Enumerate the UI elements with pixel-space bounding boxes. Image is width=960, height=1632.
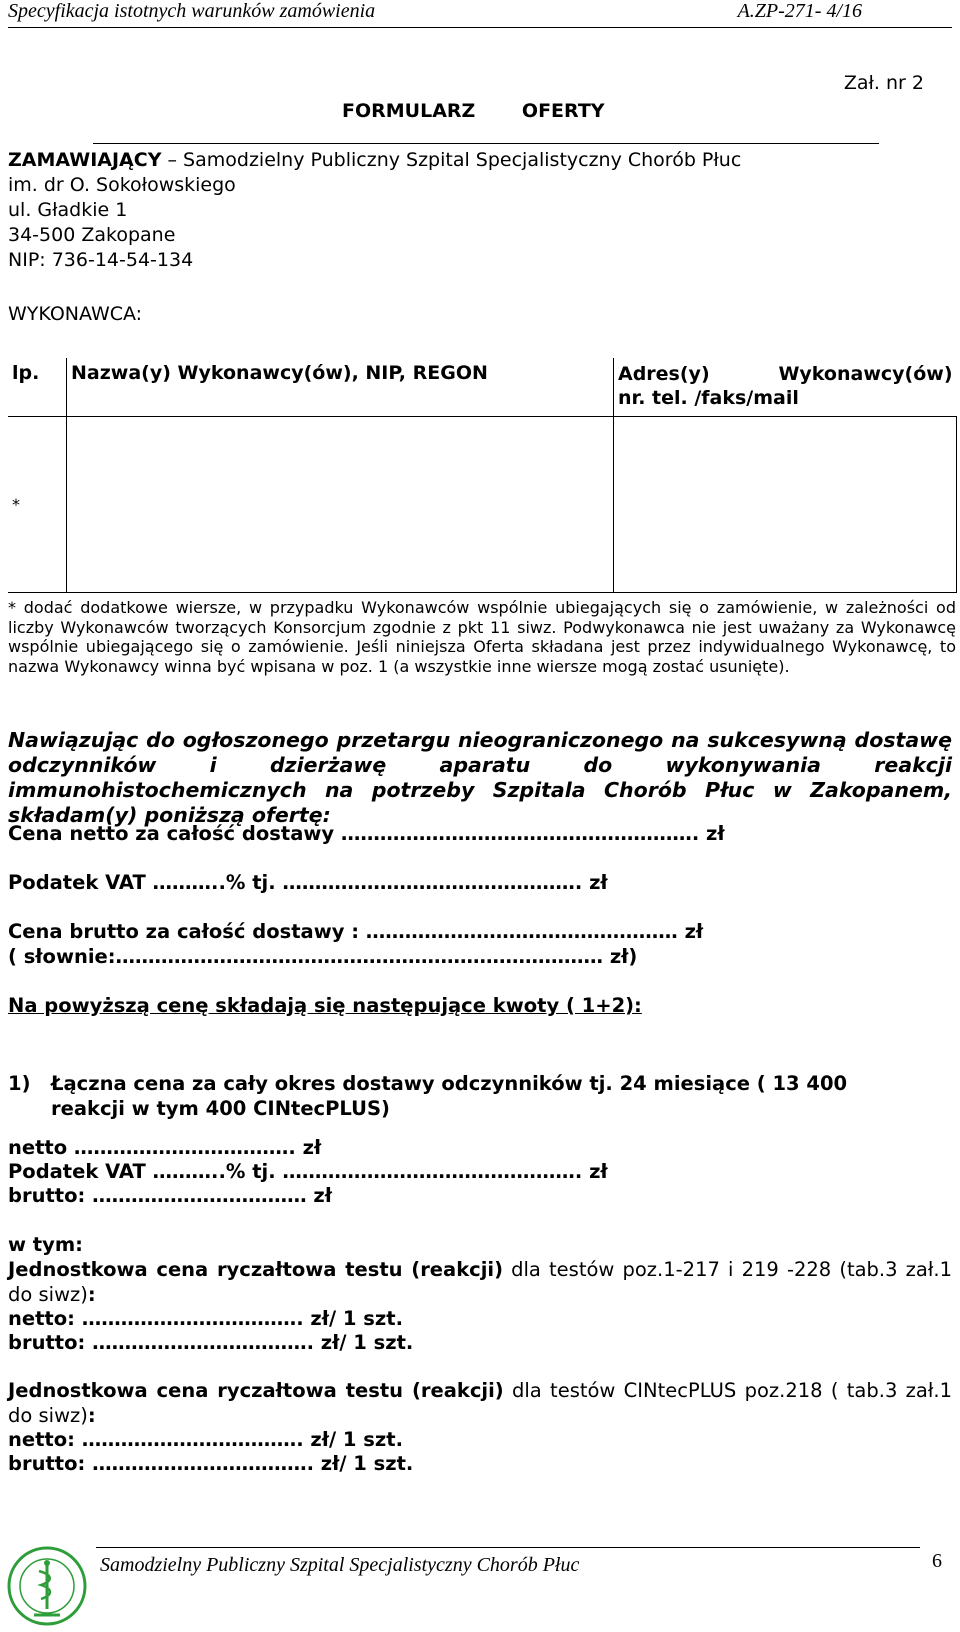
column-address-line2: nr. tel. /faks/mail (618, 387, 799, 409)
price-in-words: ( słownie:………………………………………………………………… zł) (8, 945, 638, 968)
footer-divider (96, 1547, 920, 1548)
buyer-street: ul. Gładkie 1 (8, 199, 128, 221)
column-address-word1: Adres(y) (618, 363, 710, 385)
contractor-table-header (8, 358, 957, 417)
buyer-name-line1: Samodzielny Publiczny Szpital Specjalistyczny Chorób Płuc (183, 149, 742, 171)
table-row (8, 417, 957, 593)
list-item (8, 1071, 908, 1121)
item1-number: 1) (8, 1072, 31, 1095)
unit2-desc: dla testów CINtecPLUS poz.218 ( tab.3 zał.1 do siwz) (8, 1379, 953, 1427)
unit-price-block-1 (8, 1258, 952, 1307)
buyer-city: 34-500 Zakopane (8, 224, 176, 246)
column-address-word2: Wykonawcy(ów) (778, 363, 953, 385)
header-document-title: Specyfikacja istotnych warunków zamówienia (8, 0, 376, 22)
unit2-net: netto: ……………………………. zł/ 1 szt. (8, 1428, 403, 1451)
unit1-colon: : (87, 1282, 96, 1306)
unit-price-block-2 (8, 1379, 952, 1428)
unit1-gross: brutto: ……………………………. zł/ 1 szt. (8, 1331, 414, 1354)
item1-vat: Podatek VAT ………..% tj. ………………………………………. zł (8, 1160, 608, 1183)
form-title: FORMULARZ OFERTY (342, 100, 605, 122)
title-underline (93, 143, 879, 144)
price-gross-total: Cena brutto za całość dostawy : ………………………………………… zł (8, 920, 704, 943)
contractor-address-cell[interactable] (614, 417, 957, 593)
row-marker: * (8, 417, 67, 593)
footer-institution: Samodzielny Publiczny Szpital Specjalistyczny Chorób Płuc (100, 1554, 580, 1576)
unit2-label: Jednostkowa cena ryczałtowa testu (reakcji) (8, 1379, 504, 1402)
item1-text: Łączna cena za cały okres dostawy odczynników tj. 24 miesiące ( 13 400 reakcji w tym 400 CINtecPLUS) (51, 1072, 848, 1120)
attachment-label: Zał. nr 2 (843, 72, 924, 94)
column-contractor-name: Nazwa(y) Wykonawcy(ów), NIP, REGON (67, 358, 614, 417)
header-divider (8, 27, 952, 28)
unit2-colon: : (87, 1403, 96, 1427)
buyer-line-1 (8, 148, 741, 173)
item1-net: netto ……………………………. zł (8, 1136, 322, 1159)
buyer-block (8, 148, 741, 273)
header-reference-number: A.ZP-271- 4/16 (737, 0, 862, 22)
column-lp: lp. (8, 358, 67, 417)
price-vat: Podatek VAT ………..% tj. ………………………………………. zł (8, 871, 608, 894)
unit1-desc: dla testów poz.1-217 i 219 -228 (tab.3 zał.1 do siwz) (8, 1258, 952, 1306)
logo-graphic (6, 1545, 88, 1627)
unit2-gross: brutto: ……………………………. zł/ 1 szt. (8, 1452, 414, 1475)
contractor-label: WYKONAWCA: (8, 303, 143, 325)
offer-intro: Nawiązując do ogłoszonego przetargu nieograniczonego na sukcesywną dostawę odczynników i dzierżawę aparatu do wykonywania reakcji immunohistochemicznych na potrzeby Szpitala Chorób Płuc w Zakopanem, składam(y) poniższą ofertę: (8, 728, 952, 827)
contractor-table (8, 358, 957, 593)
footnote: * dodać dodatkowe wiersze, w przypadku Wykonawców wspólnie ubiegających się o zamówienie, w zależności od liczby Wykonawców tworzących Konsorcjum zgodnie z pkt 11 siwz. Podwykonawca nie jest uważany za Wykonawcę wspólnie ubiegającego się o zamówienie. Jeśli niniejsza Oferta składana jest przez indywidualnego Wykonawcę, to nazwa Wykonawcy winna być wpisana w poz. 1 (a wszystkie inne wiersze mogą zostać usunięte). (8, 598, 956, 676)
unit1-net: netto: ……………………………. zł/ 1 szt. (8, 1307, 403, 1330)
page-header (6, 0, 960, 26)
item1-gross: brutto: …………………………… zł (8, 1184, 332, 1207)
buyer-dash: – (161, 149, 184, 171)
buyer-name-line2: im. dr O. Sokołowskiego (8, 174, 236, 196)
buyer-nip: NIP: 736-14-54-134 (8, 249, 194, 271)
page-number: 6 (932, 1550, 942, 1572)
hospital-seal-icon (6, 1545, 88, 1627)
contractor-name-cell[interactable] (67, 417, 614, 593)
buyer-label: ZAMAWIAJĄCY (8, 149, 162, 171)
breakdown-heading: Na powyższą cenę składają się następujące kwoty ( 1+2): (8, 994, 642, 1017)
unit1-label: Jednostkowa cena ryczałtowa testu (reakcji) (8, 1258, 503, 1281)
column-contractor-address (614, 358, 957, 417)
price-net-total: Cena netto za całość dostawy ………………………………………………. zł (8, 822, 725, 845)
including-label: w tym: (8, 1233, 83, 1256)
